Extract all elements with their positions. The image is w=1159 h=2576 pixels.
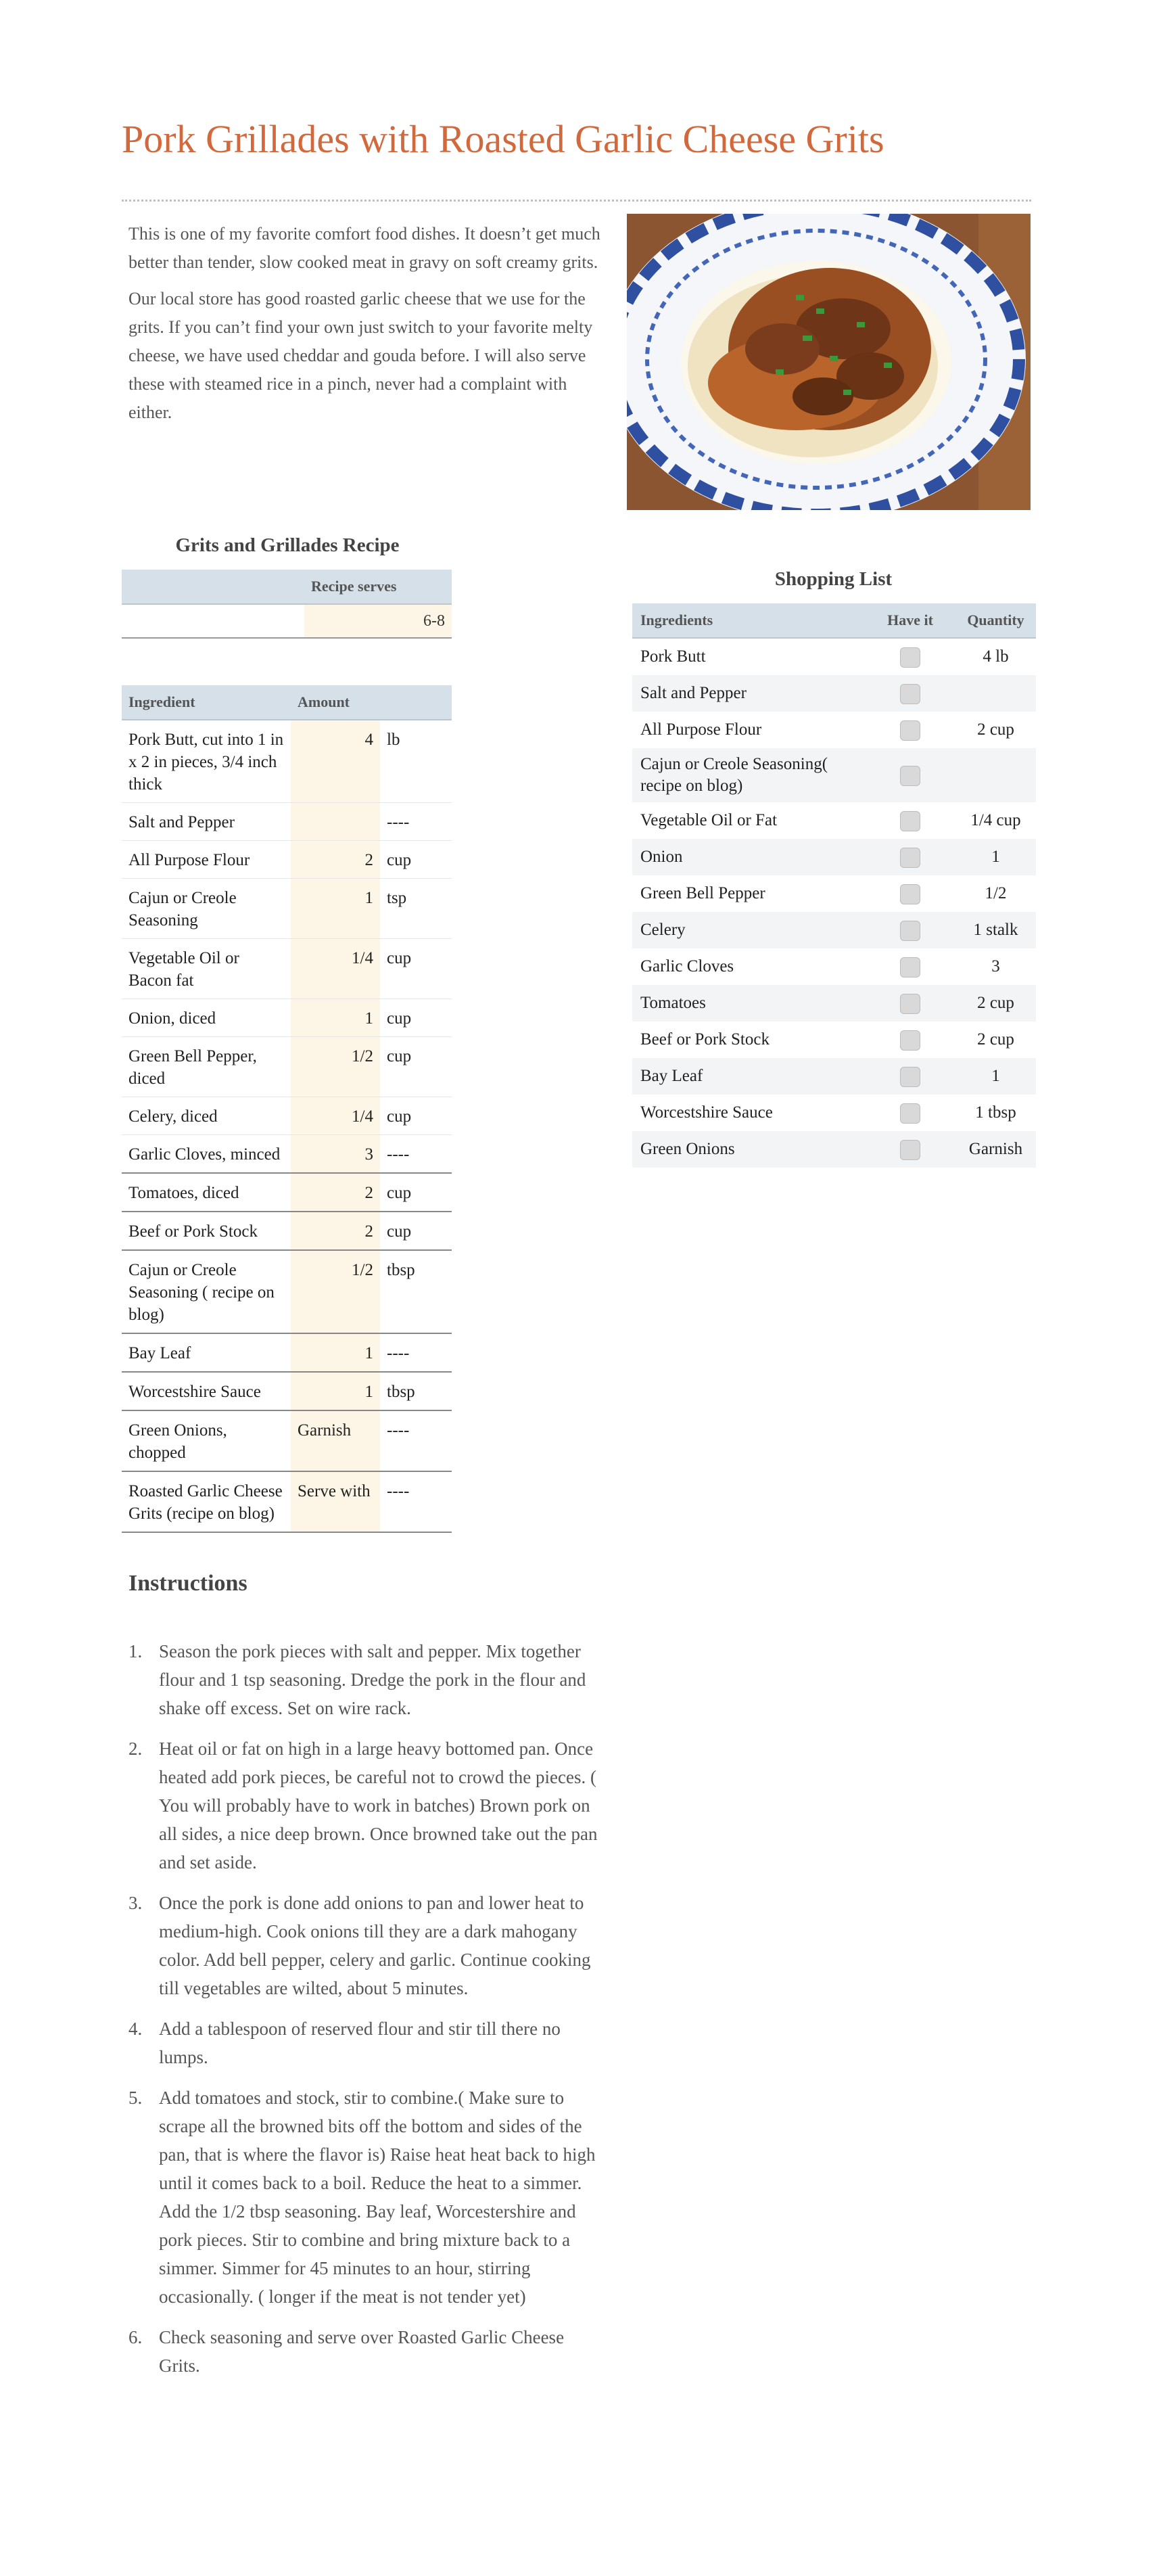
have-it-checkbox[interactable] xyxy=(900,848,920,868)
shopping-item-qty: 4 lb xyxy=(983,647,1009,666)
shopping-row xyxy=(632,1095,1036,1131)
have-it-checkbox[interactable] xyxy=(900,1140,920,1160)
shopping-item-name: Celery xyxy=(632,912,865,948)
shopping-have-header: Have it xyxy=(865,603,955,638)
dish-photo xyxy=(627,214,1031,510)
ingredient-amount: 1/2 xyxy=(291,1037,380,1097)
ingredients-table xyxy=(122,685,452,1533)
shopping-row xyxy=(632,1021,1036,1058)
ingredient-unit: tsp xyxy=(380,879,452,939)
shopping-item-name: Cajun or Creole Seasoning( recipe on blog) xyxy=(632,748,865,802)
serves-table xyxy=(122,570,452,639)
have-it-checkbox[interactable] xyxy=(900,647,920,668)
unit-column-header xyxy=(380,685,452,720)
shopping-item-name: Vegetable Oil or Fat xyxy=(640,811,778,829)
table-row xyxy=(122,1212,452,1250)
instruction-step xyxy=(128,1889,602,2002)
ingredient-unit: cup xyxy=(380,939,452,999)
shopping-item-name: Garlic Cloves xyxy=(640,957,734,975)
ingredient-name: Cajun or Creole Seasoning xyxy=(122,879,291,939)
shopping-item-name: Onion xyxy=(632,839,865,875)
ingredient-name: Worcestshire Sauce xyxy=(122,1372,291,1410)
shopping-item-qty: 1/2 xyxy=(985,884,1007,902)
shopping-item-qty: 1 tbsp xyxy=(975,1103,1016,1122)
intro-text xyxy=(128,220,602,435)
title-divider xyxy=(122,200,1031,202)
ingredient-unit: ---- xyxy=(380,1410,452,1471)
ingredient-name: Roasted Garlic Cheese Grits (recipe on blog) xyxy=(122,1471,291,1532)
table-row xyxy=(122,1173,452,1212)
ingredient-name: Green Onions, chopped xyxy=(122,1410,291,1471)
have-it-checkbox[interactable] xyxy=(900,884,920,904)
intro-paragraph-2: Our local store has good roasted garlic cheese that we use for the grits. If you can’t find your own just switch to your favorite melty cheese, we have used cheddar and gouda before. I will also serve these with steamed rice in a pinch, never had a complaint with either. xyxy=(128,289,593,422)
serves-blank-cell xyxy=(122,604,304,638)
step-text: Check seasoning and serve over Roasted Garlic Cheese Grits. xyxy=(159,2327,565,2376)
ingredient-amount: 2 xyxy=(291,1173,380,1212)
shopping-item-name: Worcestshire Sauce xyxy=(640,1103,773,1122)
intro-paragraph-1: This is one of my favorite comfort food dishes. It doesn’t get much better than tender, slow cooked meat in gravy on soft creamy grits. xyxy=(128,224,600,272)
ingredient-unit: tbsp xyxy=(380,1250,452,1333)
ingredient-unit: cup xyxy=(380,1212,452,1250)
shopping-row xyxy=(632,948,1036,985)
ingredient-amount: Serve with xyxy=(291,1471,380,1532)
ingredient-unit: cup xyxy=(380,841,452,879)
have-it-checkbox[interactable] xyxy=(900,684,920,704)
shopping-row xyxy=(632,638,1036,675)
shopping-row xyxy=(632,985,1036,1021)
table-row xyxy=(122,1372,452,1410)
shopping-row xyxy=(632,1058,1036,1095)
shopping-item-name: Green Bell Pepper xyxy=(640,884,765,902)
ingredient-amount: Garnish xyxy=(291,1410,380,1471)
instruction-step xyxy=(128,2084,602,2311)
table-row xyxy=(122,720,452,803)
table-row xyxy=(122,1471,452,1532)
table-row xyxy=(122,1135,452,1174)
ingredient-unit: ---- xyxy=(380,1471,452,1532)
have-it-checkbox[interactable] xyxy=(900,1067,920,1087)
ingredient-name: Cajun or Creole Seasoning ( recipe on blog) xyxy=(122,1250,291,1333)
ingredient-unit: tbsp xyxy=(380,1372,452,1410)
ingredient-name: Beef or Pork Stock xyxy=(122,1212,291,1250)
ingredient-name: Celery, diced xyxy=(122,1097,291,1135)
shopping-item-qty: 2 cup xyxy=(977,1030,1014,1049)
have-it-checkbox[interactable] xyxy=(900,720,920,741)
ingredient-amount: 1/2 xyxy=(291,1250,380,1333)
have-it-checkbox[interactable] xyxy=(900,921,920,941)
shopping-row xyxy=(632,712,1036,748)
shopping-row xyxy=(632,875,1036,912)
ingredient-name: Onion, diced xyxy=(122,999,291,1037)
have-it-checkbox[interactable] xyxy=(900,957,920,978)
serves-header-empty xyxy=(122,570,304,604)
shopping-item-qty: 1 xyxy=(955,1058,1036,1095)
step-text: Heat oil or fat on high in a large heavy bottomed pan. Once heated add pork pieces, be careful not to crowd the pieces. ( You will probably have to work in batches) Brown pork on all sides, a nice deep brown. Once browned take out the pan and set aside. xyxy=(159,1739,598,1872)
shopping-item-name: Beef or Pork Stock xyxy=(640,1030,770,1049)
ingredient-unit: ---- xyxy=(380,1135,452,1174)
have-it-checkbox[interactable] xyxy=(900,766,920,786)
shopping-row xyxy=(632,839,1036,875)
ingredient-amount: 1 xyxy=(291,999,380,1037)
step-number: 6. xyxy=(128,2327,143,2347)
shopping-item-name: All Purpose Flour xyxy=(640,720,762,739)
ingredient-name: Garlic Cloves, minced xyxy=(122,1135,291,1174)
shopping-item-name: Bay Leaf xyxy=(632,1058,865,1095)
shopping-list-title: Shopping List xyxy=(774,568,893,590)
table-row xyxy=(122,1410,452,1471)
shopping-item-qty: 1 stalk xyxy=(955,912,1036,948)
ingredient-name: Bay Leaf xyxy=(122,1333,291,1372)
shopping-row xyxy=(632,675,1036,712)
ingredient-name: All Purpose Flour xyxy=(122,841,291,879)
instruction-step xyxy=(128,1637,602,1722)
table-row xyxy=(122,1037,452,1097)
ingredient-amount: 1 xyxy=(291,1372,380,1410)
shopping-item-qty: 1 xyxy=(955,839,1036,875)
recipe-card-title: Grits and Grillades Recipe xyxy=(175,534,400,556)
shopping-item-qty: 2 cup xyxy=(977,720,1014,739)
shopping-row xyxy=(632,1131,1036,1168)
step-number: 4. xyxy=(128,2019,143,2039)
table-row xyxy=(122,1250,452,1333)
step-text: Once the pork is done add onions to pan and lower heat to medium-high. Cook onions till they are a dark mahogany color. Add bell pepper, celery and garlic. Continue cooking till vegetables are wilted, about 5 minutes. xyxy=(159,1893,591,1998)
ingredient-amount: 4 xyxy=(291,720,380,803)
instruction-step xyxy=(128,2015,602,2071)
ingredient-unit: cup xyxy=(380,999,452,1037)
shopping-item-name: Green Onions xyxy=(632,1131,865,1168)
ingredient-amount: 2 xyxy=(291,841,380,879)
shopping-list-table xyxy=(632,603,1036,1168)
shopping-item-qty: Garnish xyxy=(955,1131,1036,1168)
ingredient-amount: 1/4 xyxy=(291,1097,380,1135)
serves-value: 6-8 xyxy=(394,604,452,638)
table-row xyxy=(122,939,452,999)
shopping-item-qty: 3 xyxy=(991,957,1000,975)
step-number: 1. xyxy=(128,1641,143,1661)
step-text: Add a tablespoon of reserved flour and stir till there no lumps. xyxy=(159,2019,561,2067)
shopping-quantity-header: Quantity xyxy=(955,603,1036,638)
have-it-checkbox[interactable] xyxy=(900,1103,920,1124)
table-row xyxy=(122,879,452,939)
ingredient-unit: cup xyxy=(380,1173,452,1212)
have-it-checkbox[interactable] xyxy=(900,1030,920,1051)
ingredient-unit: lb xyxy=(380,720,452,803)
shopping-row xyxy=(632,912,1036,948)
instruction-step xyxy=(128,1734,602,1877)
shopping-item-qty: 2 cup xyxy=(955,985,1036,1021)
ingredient-name: Vegetable Oil or Bacon fat xyxy=(122,939,291,999)
ingredient-amount: 1 xyxy=(291,879,380,939)
ingredient-name: Tomatoes, diced xyxy=(122,1173,291,1212)
ingredient-amount: 2 xyxy=(291,1212,380,1250)
step-text: Add tomatoes and stock, stir to combine.( Make sure to scrape all the browned bits off the bottom and sides of the pan, that is where the flavor is) Raise heat heat back to high until it comes back to a boil. Reduce the heat to a simmer. Add the 1/2 tbsp seasoning. Bay leaf, Worcestershire and pork pieces. Stir to combine and bring mixture back to a simmer. Simmer for 45 minutes to an hour, stirring occasionally. ( longer if the meat is not tender yet) xyxy=(159,2088,596,2307)
table-row xyxy=(122,1097,452,1135)
amount-column-header: Amount xyxy=(291,685,380,720)
shopping-ingredients-header: Ingredients xyxy=(632,603,865,638)
table-row xyxy=(122,999,452,1037)
step-number: 5. xyxy=(128,2088,143,2108)
ingredient-name: Green Bell Pepper, diced xyxy=(122,1037,291,1097)
table-row xyxy=(122,1333,452,1372)
ingredient-amount: 1 xyxy=(291,1333,380,1372)
ingredient-unit: ---- xyxy=(380,803,452,841)
shopping-row xyxy=(632,748,1036,802)
step-number: 3. xyxy=(128,1893,143,1913)
step-text: Season the pork pieces with salt and pepper. Mix together flour and 1 tsp seasoning. Dredge the pork in the flour and shake off excess. Set on wire rack. xyxy=(159,1641,586,1718)
ingredient-name: Pork Butt, cut into 1 in x 2 in pieces, 3/4 inch thick xyxy=(122,720,291,803)
ingredient-unit: ---- xyxy=(380,1333,452,1372)
page-title: Pork Grillades with Roasted Garlic Cheese Grits xyxy=(122,117,884,161)
shopping-item-name: Salt and Pepper xyxy=(632,675,865,712)
ingredient-unit: cup xyxy=(380,1037,452,1097)
instructions-title: Instructions xyxy=(128,1571,247,1596)
shopping-item-qty: 1/4 cup xyxy=(970,811,1021,829)
step-number: 2. xyxy=(128,1739,143,1759)
table-row xyxy=(122,841,452,879)
shopping-item-name: Tomatoes xyxy=(632,985,865,1021)
table-row xyxy=(122,803,452,841)
shopping-row xyxy=(632,802,1036,839)
ingredient-amount: 1/4 xyxy=(291,939,380,999)
have-it-checkbox[interactable] xyxy=(900,994,920,1014)
instructions-list xyxy=(128,1637,602,2392)
have-it-checkbox[interactable] xyxy=(900,811,920,831)
ingredient-amount: 3 xyxy=(291,1135,380,1174)
shopping-item-qty xyxy=(955,748,1036,802)
shopping-item-name: Pork Butt xyxy=(640,647,706,666)
instruction-step xyxy=(128,2323,602,2380)
ingredient-column-header: Ingredient xyxy=(122,685,291,720)
shopping-item-qty xyxy=(955,675,1036,712)
ingredient-amount xyxy=(291,803,380,841)
serves-spacer xyxy=(304,604,394,638)
serves-header: Recipe serves xyxy=(304,570,452,604)
ingredient-name: Salt and Pepper xyxy=(122,803,291,841)
ingredient-unit: cup xyxy=(380,1097,452,1135)
